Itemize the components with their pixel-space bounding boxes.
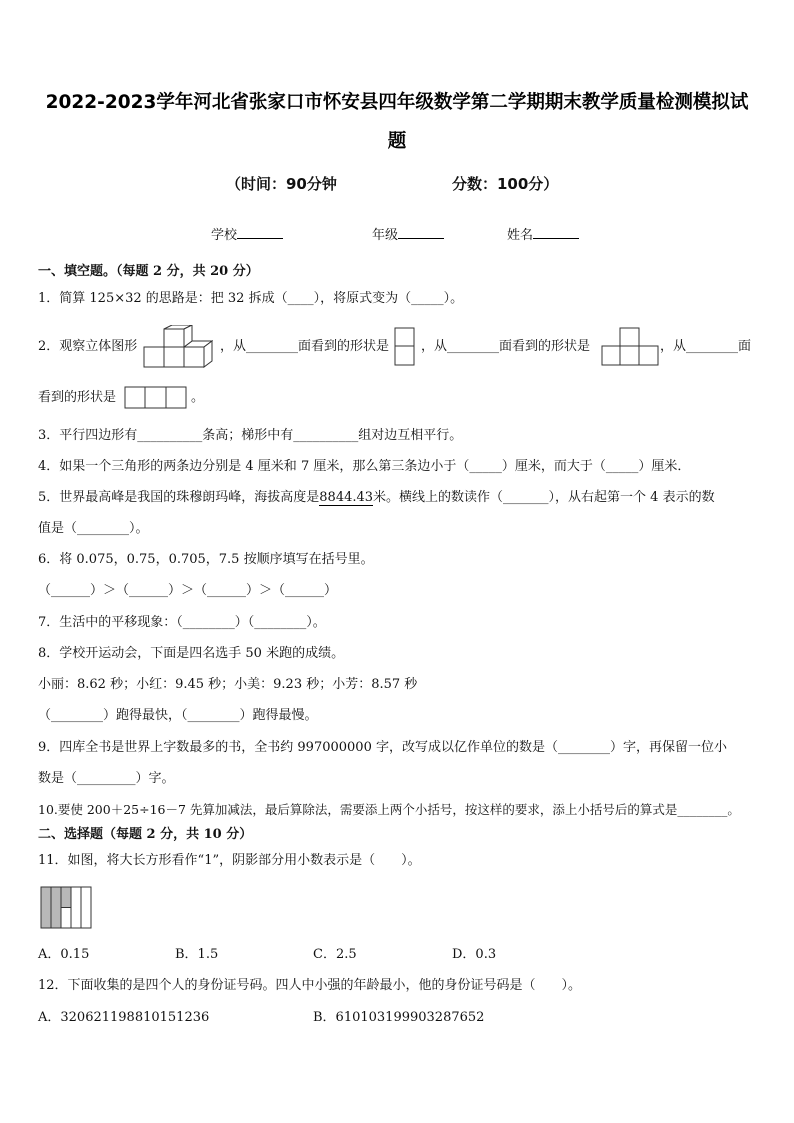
question-5-part-a: 5．世界最高峰是我国的珠穆朗玛峰，海拔高度是 <box>38 490 320 505</box>
question-7: 7．生活中的平移现象：（________）（________）。 <box>38 615 326 630</box>
q11-option-d[interactable]: D．0.3 <box>452 947 497 962</box>
school-blank[interactable] <box>237 227 283 239</box>
view-shape-3 <box>124 386 188 410</box>
question-4: 4．如果一个三角形的两条边分别是 4 厘米和 7 厘米，那么第三条边小于（_____）厘米，而大于（_____）厘米． <box>38 459 691 474</box>
question-5-part-b: 米。横线上的数读作（_______），从右起第一个 4 表示的数 <box>373 490 715 505</box>
question-1: 1．简算 125×32 的思路是：把 32 拆成（____），将原式变为（_____）。 <box>38 291 464 306</box>
question-2-part-b: ，从________面看到的形状是 <box>220 339 390 354</box>
exam-time: （时间：90分钟 <box>226 175 337 193</box>
question-2-part-a: 2．观察立体图形 <box>38 339 138 354</box>
question-2-part-d: ，从________面 <box>660 339 752 354</box>
view-shape-2 <box>601 327 659 367</box>
q11-rectangle-figure <box>40 886 94 930</box>
name-field[interactable] <box>507 224 579 243</box>
view-shape-1 <box>394 327 416 367</box>
exam-title-line2: 题 <box>387 131 407 152</box>
grade-field[interactable] <box>372 224 444 243</box>
q11-option-c[interactable]: C．2.5 <box>313 947 357 962</box>
q12-option-a[interactable]: A．320621198810151236 <box>38 1010 210 1025</box>
name-blank[interactable] <box>533 227 579 239</box>
section2-heading: 二、选择题（每题 2 分，共 10 分） <box>38 827 253 842</box>
question-12: 12．下面收集的是四个人的身份证号码。四人中小强的年龄最小，他的身份证号码是（ ）。 <box>38 978 582 993</box>
exam-score: 分数：100分） <box>452 175 559 193</box>
name-label: 姓名 <box>507 228 534 243</box>
grade-label: 年级 <box>372 228 399 243</box>
question-8: 8．学校开运动会，下面是四名选手 50 米跑的成绩。 <box>38 646 345 661</box>
q11-option-a[interactable]: A．0.15 <box>38 947 90 962</box>
question-6: 6．将 0.075，0.75，0.705，7.5 按顺序填写在括号里。 <box>38 552 374 567</box>
question-11: 11．如图，将大长方形看作“1”，阴影部分用小数表示是（ ）。 <box>38 853 421 868</box>
question-10: 10.要使 200＋25÷16－7 先算加减法，最后算除法，需要添上两个小括号，按这样的要求，添上小括号后的算式是________。 <box>38 802 740 817</box>
solid-figure <box>143 325 213 370</box>
question-5-number: 8844.43 <box>319 490 374 505</box>
exam-title-line1: 2022-2023学年河北省张家口市怀安县四年级数学第二学期期末教学质量检测模拟试 <box>45 92 749 113</box>
question-5-line1 <box>38 489 715 507</box>
question-2-part-c: ，从________面看到的形状是 <box>421 339 591 354</box>
school-field[interactable] <box>211 224 283 243</box>
question-2-part-f: 。 <box>191 390 205 405</box>
school-label: 学校 <box>211 228 238 243</box>
question-3: 3．平行四边形有__________条高；梯形中有__________组对边互相平行。 <box>38 428 463 443</box>
question-9-line1: 9．四库全书是世界上字数最多的书，全书约 997000000 字，改写成以亿作单位的数是（________）字，再保留一位小 <box>38 740 727 755</box>
q12-option-b[interactable]: B．610103199903287652 <box>313 1010 485 1025</box>
question-6-blanks: （______）＞（______）＞（______）＞（______） <box>38 583 338 598</box>
question-2-part-e: 看到的形状是 <box>38 390 117 405</box>
section1-heading: 一、填空题。（每题 2 分，共 20 分） <box>38 264 259 279</box>
question-9-line2: 数是（_________）字。 <box>38 771 175 786</box>
question-5-line2: 值是（________）。 <box>38 521 149 536</box>
q11-option-b[interactable]: B．1.5 <box>175 947 219 962</box>
question-8-times: 小丽：8.62 秒；小红：9.45 秒；小美：9.23 秒；小芳：8.57 秒 <box>38 677 418 692</box>
question-8-blanks: （________）跑得最快，（________）跑得最慢。 <box>38 708 318 723</box>
grade-blank[interactable] <box>398 227 444 239</box>
